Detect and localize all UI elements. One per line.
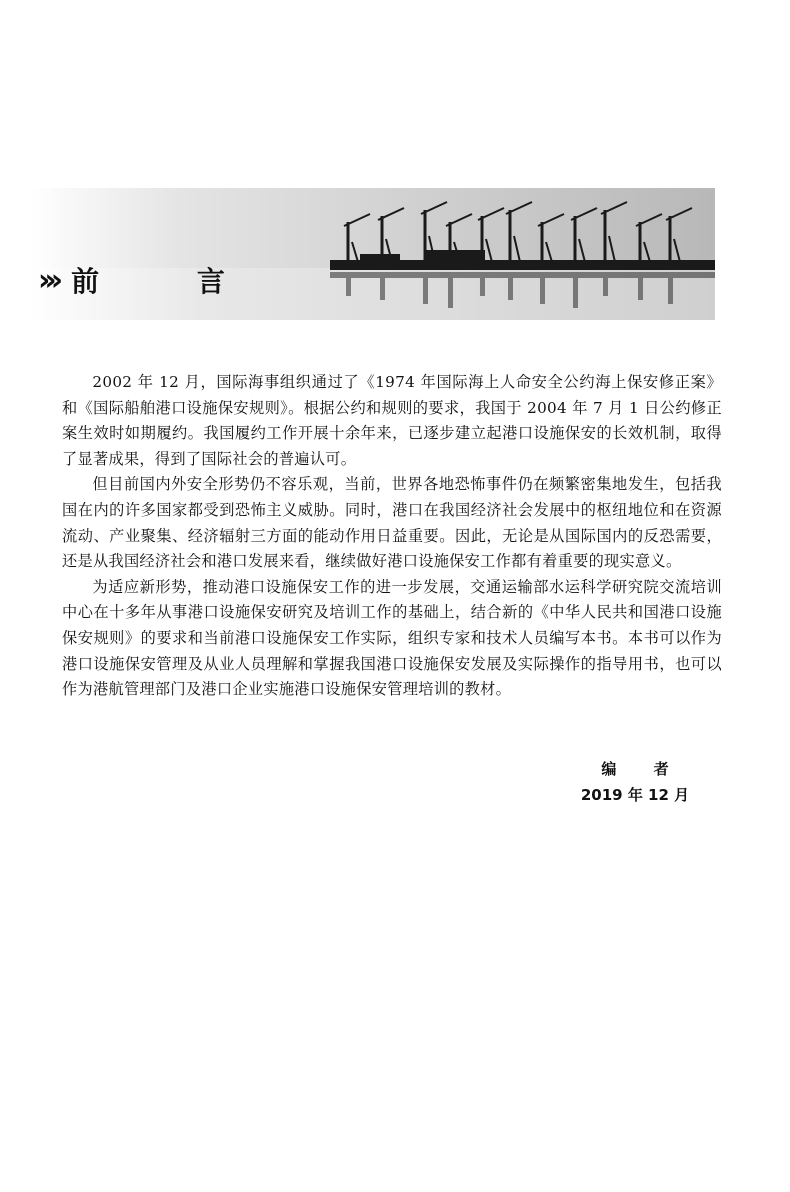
- signature-date: 2019 年 12 月: [580, 786, 690, 804]
- author-signature: 编 者: [601, 760, 685, 778]
- section-heading: [38, 258, 269, 302]
- paragraph: 但目前国内外安全形势仍不容乐观，当前，世界各地恐怖事件仍在频繁密集地发生，包括我国在内的许多国家都受到恐怖主义威胁。同时，港口在我国经济社会发展中的枢纽地位和在资源流动、产业聚集、经济辐射三方面的能动作用日益重要。因此，无论是从国际国内的反恐需要，还是从我国经济社会和港口发展来看，继续做好港口设施保安工作都有着重要的现实意义。: [62, 475, 722, 571]
- paragraph: 2002 年 12 月，国际海事组织通过了《1974 年国际海上人命安全公约海上保安修正案》和《国际船舶港口设施保安规则》。根据公约和规则的要求，我国于 2004 年 7 月 1 日公约修正案生效时如期履约。我国履约工作开展十余年来，已逐步建立起港口设施保安的长效机制，取得了显著成果，得到了国际社会的普遍认可。: [62, 373, 722, 468]
- page-title: 前 言: [71, 265, 269, 298]
- paragraph: 为适应新形势，推动港口设施保安工作的进一步发展，交通运输部水运科学研究院交流培训中心在十多年从事港口设施保安研究及培训工作的基础上，结合新的《中华人民共和国港口设施保安规则》的要求和当前港口设施保安工作实际，组织专家和技术人员编写本书。本书可以作为港口设施保安管理及从业人员理解和掌握我国港口设施保安发展及实际操作的指导用书，也可以作为港航管理部门及港口企业实施港口设施保安管理培训的教材。: [62, 577, 722, 699]
- chevron-right-icon: ›››: [38, 262, 58, 298]
- preface-body: [62, 370, 722, 703]
- signature-block: [560, 756, 710, 808]
